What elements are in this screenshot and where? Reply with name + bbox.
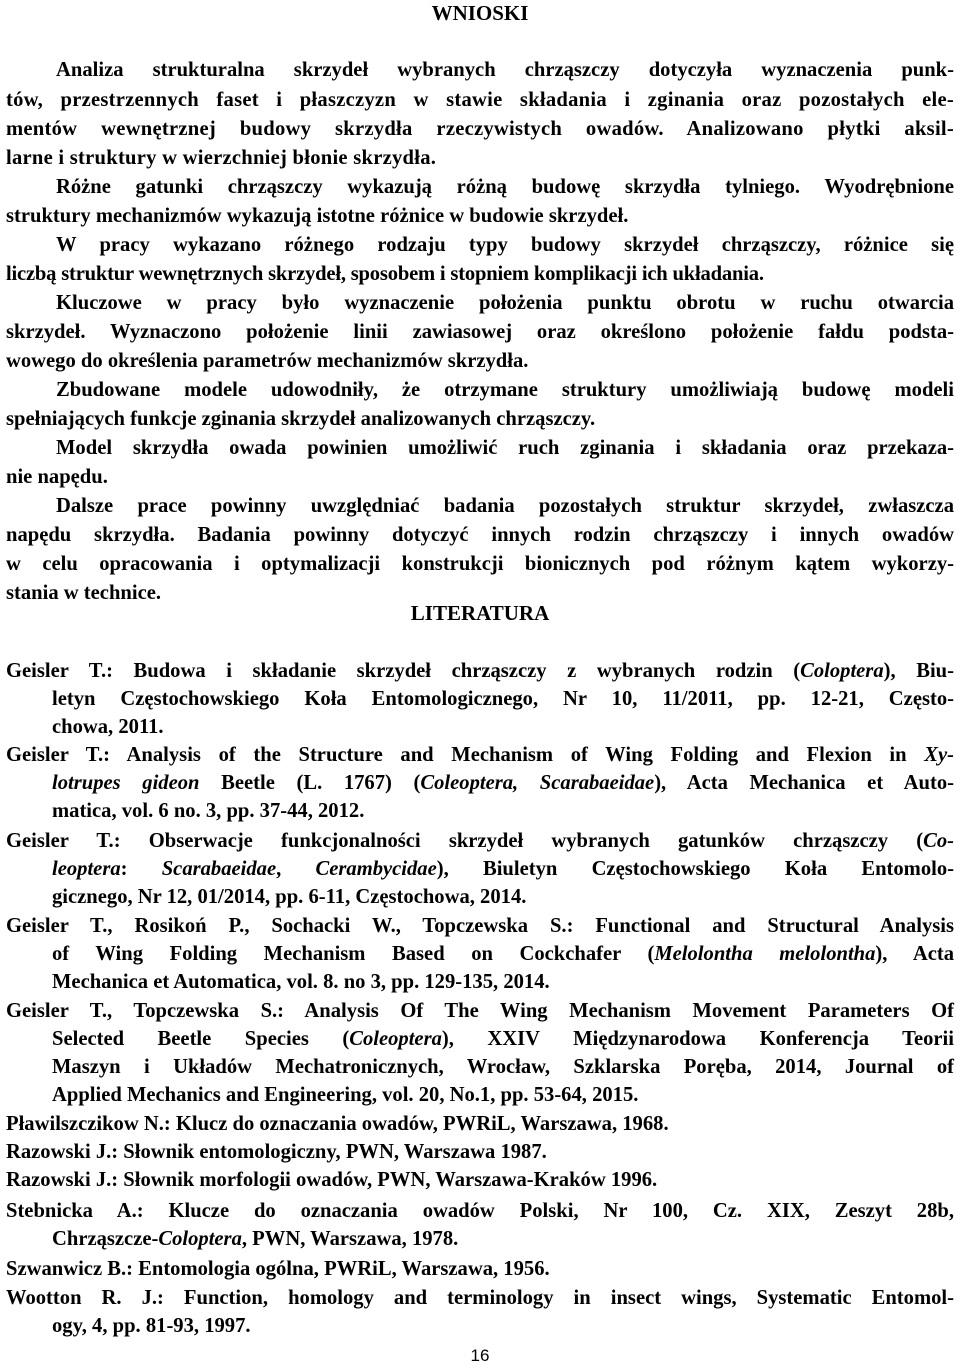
reference-3-text: ), Biuletyn Częstochowskiego Koła Entomolo-: [436, 858, 955, 880]
conclusions-p4-line3: wowego do określenia parametrów mechanizmów skrzydła.: [6, 350, 529, 372]
conclusions-p6-line1: Model skrzydła owada powinien umożliwić ruch zginania i składania oraz przekaza-: [56, 437, 954, 459]
reference-5-line2: [52, 1024, 954, 1054]
reference-2-text: ), Acta Mechanica et Auto-: [654, 772, 955, 794]
conclusions-p2-line1: Różne gatunki chrząszczy wykazują różną budowę skrzydła tylniego. Wyodrębnione: [56, 176, 954, 198]
reference-2-text: Geisler T.: Analysis of the Structure and Mechanism of Wing Folding and Flexion in: [6, 744, 925, 766]
reference-2-taxon: Xy-: [924, 744, 954, 766]
reference-6-line1: Pławilszczikow N.: Klucz do oznaczania owadów, PWRiL, Warszawa, 1968.: [6, 1113, 669, 1135]
conclusions-p4-line1: Kluczowe w pracy było wyznaczenie położenia punktu obrotu w ruchu otwarcia: [56, 292, 954, 314]
reference-3-text: :: [120, 858, 162, 880]
reference-3-line1: [6, 826, 954, 856]
reference-2-line3: matica, vol. 6 no. 3, pp. 37-44, 2012.: [52, 800, 365, 822]
reference-1-taxon: Coloptera: [800, 660, 884, 682]
reference-2-text: Beetle (L. 1767) (: [199, 772, 421, 794]
conclusions-p5-line1: Zbudowane modele udowodniły, że otrzymane struktury umożliwiają budowę modeli: [56, 379, 954, 401]
reference-1-line1: [6, 656, 954, 686]
reference-3-taxon: Co-: [923, 830, 954, 852]
reference-5-line1: Geisler T., Topczewska S.: Analysis Of The Wing Mechanism Movement Parameters Of: [6, 1000, 954, 1022]
reference-5-line4: Applied Mechanics and Engineering, vol. 20, No.1, pp. 53-64, 2015.: [52, 1084, 639, 1106]
reference-11-line1: Wootton R. J.: Function, homology and terminology in insect wings, Systematic Entomol-: [6, 1287, 954, 1309]
reference-1-text: ), Biu-: [883, 660, 954, 682]
conclusions-p2-line2: struktury mechanizmów wykazują istotne różnice w budowie skrzydeł.: [6, 205, 629, 227]
reference-4-line1: Geisler T., Rosikoń P., Sochacki W., Topczewska S.: Functional and Structural Analysis: [6, 915, 954, 937]
reference-1-text: Geisler T.: Budowa i składanie skrzydeł chrząszczy z wybranych rodzin (: [6, 660, 801, 682]
conclusions-p1-line3: mentów wewnętrznej budowy skrzydła rzeczywistych owadów. Analizowano płytki aksil-: [6, 118, 954, 140]
conclusions-p4-line2: skrzydeł. Wyznaczono położenie linii zawiasowej oraz określono położenie fałdu podsta-: [6, 321, 954, 343]
reference-8-line1: Razowski J.: Słownik morfologii owadów, PWN, Warszawa-Kraków 1996.: [6, 1169, 658, 1191]
reference-4-text: ), Acta: [875, 943, 955, 965]
reference-5-text: ), XXIV Międzynarodowa Konferencja Teorii: [441, 1028, 955, 1050]
reference-11-line2: ogy, 4, pp. 81-93, 1997.: [52, 1315, 251, 1337]
reference-5-line3: Maszyn i Układów Mechatronicznych, Wrocław, Szklarska Poręba, 2014, Journal of: [52, 1056, 954, 1078]
reference-4-line2: [52, 939, 954, 969]
reference-3-line3: gicznego, Nr 12, 01/2014, pp. 6-11, Częstochowa, 2014.: [52, 886, 527, 908]
conclusions-p7-line2: napędu skrzydła. Badania powinny dotyczyć innych rodzin chrząszczy i innych owadów: [6, 524, 954, 546]
reference-9-text: , PWN, Warszawa, 1978.: [241, 1228, 459, 1250]
reference-5-taxon: Coleoptera: [349, 1028, 442, 1050]
reference-3-text: Geisler T.: Obserwacje funkcjonalności skrzydeł wybranych gatunków chrząszczy (: [6, 830, 924, 852]
reference-2-taxon: Coleoptera, Scarabaeidae: [420, 772, 655, 794]
conclusions-heading: WNIOSKI: [431, 1, 529, 25]
reference-3-line2: [52, 854, 954, 884]
reference-7-line1: Razowski J.: Słownik entomologiczny, PWN, Warszawa 1987.: [6, 1141, 547, 1163]
conclusions-p1-line1: Analiza strukturalna skrzydeł wybranych chrząszczy dotyczyła wyznaczenia punk-: [56, 59, 954, 81]
reference-1-line3: chowa, 2011.: [52, 716, 164, 738]
reference-2-line2: [52, 768, 954, 798]
reference-4-text: of Wing Folding Mechanism Based on Cockchafer (: [52, 943, 655, 965]
conclusions-p7-line4: stania w technice.: [6, 582, 162, 604]
conclusions-p3-line2: liczbą struktur wewnętrznych skrzydeł, sposobem i stopniem komplikacji ich układania.: [6, 263, 764, 285]
conclusions-p5-line2: spełniających funkcje zginania skrzydeł analizowanych chrząszczy.: [6, 408, 596, 430]
reference-3-text: ,: [276, 858, 316, 880]
reference-3-taxon: Scarabaeidae: [161, 858, 277, 880]
reference-5-text: Selected Beetle Species (: [52, 1028, 350, 1050]
conclusions-p7-line1: Dalsze prace powinny uwzględniać badania pozostałych struktur skrzydeł, zwłaszcza: [56, 495, 954, 517]
reference-4-line3: Mechanica et Automatica, vol. 8. no 3, pp. 129-135, 2014.: [52, 971, 550, 993]
references-heading: LITERATURA: [410, 601, 550, 625]
reference-4-taxon: Melolontha melolontha: [654, 943, 876, 965]
reference-9-line2: [52, 1224, 954, 1254]
reference-2-line1: [6, 740, 954, 770]
reference-1-line2: letyn Częstochowskiego Koła Entomologicznego, Nr 10, 11/2011, pp. 12-21, Często-: [52, 688, 954, 710]
reference-9-text: Chrząszcze-: [52, 1228, 159, 1250]
reference-2-taxon: lotrupes gideon: [52, 772, 200, 794]
conclusions-p6-line2: nie napędu.: [6, 466, 108, 488]
page-number: 16: [470, 1346, 490, 1365]
conclusions-p7-line3: w celu opracowania i optymalizacji konstrukcji bionicznych pod różnym kątem wykorzy-: [6, 553, 954, 575]
reference-9-taxon: Coloptera: [158, 1228, 242, 1250]
reference-9-line1: Stebnicka A.: Klucze do oznaczania owadów Polski, Nr 100, Cz. XIX, Zeszyt 28b,: [6, 1200, 954, 1222]
conclusions-p1-line4: larne i struktury w wierzchniej błonie skrzydła.: [6, 147, 437, 169]
reference-10-line1: Szwanwicz B.: Entomologia ogólna, PWRiL, Warszawa, 1956.: [6, 1258, 550, 1280]
reference-3-taxon: leoptera: [52, 858, 121, 880]
conclusions-p3-line1: W pracy wykazano różnego rodzaju typy budowy skrzydeł chrząszczy, różnice się: [56, 234, 954, 256]
reference-3-taxon: Cerambycidae: [315, 858, 437, 880]
conclusions-p1-line2: tów, przestrzennych faset i płaszczyzn w stawie składania i zginania oraz pozostałych ele-: [6, 89, 954, 111]
